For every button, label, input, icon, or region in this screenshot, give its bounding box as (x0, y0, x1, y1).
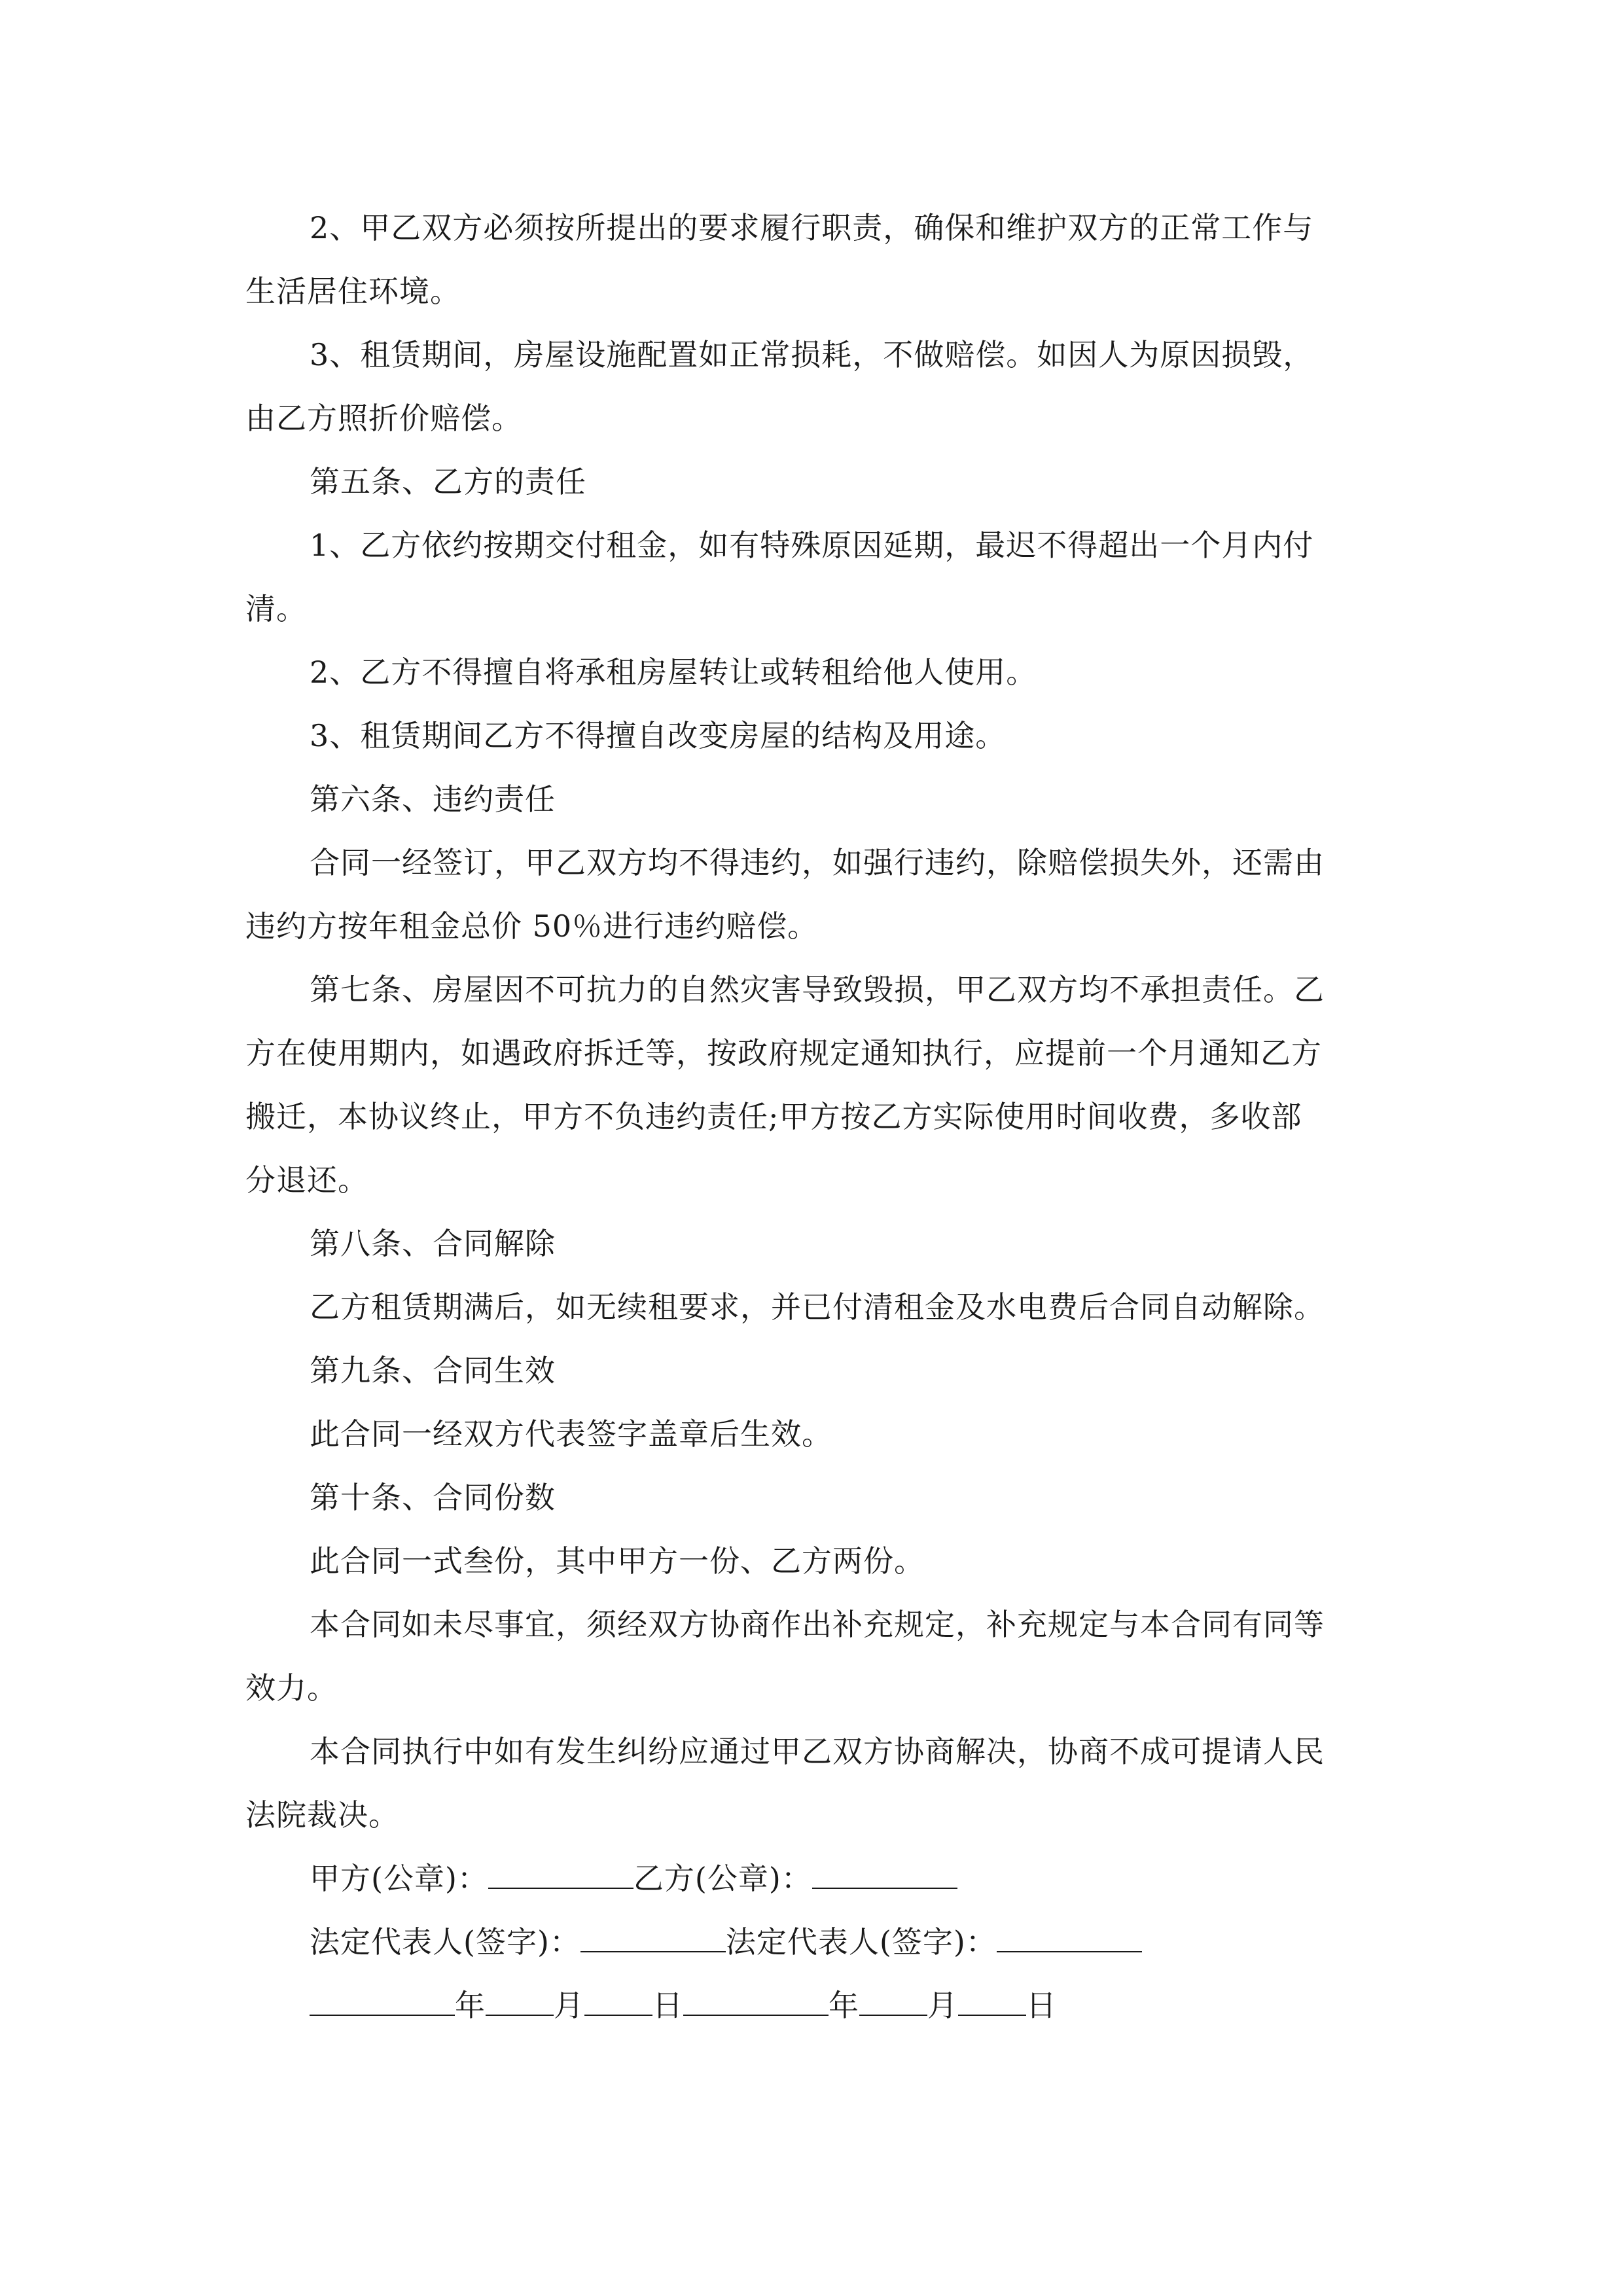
paragraph-line: 本合同执行中如有发生纠纷应通过甲乙双方协商解决，协商不成可提请人民 (310, 1734, 1325, 1769)
paragraph-line: 第九条、合同生效 (310, 1353, 556, 1388)
paragraph-line: 2、甲乙双方必须按所提出的要求履行职责，确保和维护双方的正常工作与 (310, 210, 1314, 245)
paragraph-line: 违约方按年租金总价 50％进行违约赔偿。 (245, 908, 819, 944)
paragraph-line: 2、乙方不得擅自将承租房屋转让或转租给他人使用。 (310, 655, 1037, 690)
party-a-day-blank (584, 1988, 652, 2016)
paragraph-line: 由乙方照折价赔偿。 (245, 401, 522, 436)
party-a-rep-blank (580, 1925, 726, 1952)
paragraph-line: 第七条、房屋因不可抗力的自然灾害导致毁损，甲乙双方均不承担责任。乙 (310, 972, 1325, 1007)
paragraph-line: 此合同一式叁份，其中甲方一份、乙方两份。 (310, 1543, 925, 1579)
party-a-year-label: 年 (455, 1988, 486, 2023)
paragraph-line: 合同一经签订，甲乙双方均不得违约，如强行违约，除赔偿损失外，还需由 (310, 845, 1325, 880)
paragraph-line: 第八条、合同解除 (310, 1226, 556, 1261)
paragraph-line: 乙方租赁期满后，如无续租要求，并已付清租金及水电费后合同自动解除。 (310, 1289, 1325, 1325)
paragraph-line: 生活居住环境。 (245, 274, 461, 309)
party-a-year-blank (310, 1988, 455, 2016)
party-b-rep-label: 法定代表人(签字)： (725, 1924, 997, 1960)
document-page (245, 196, 1397, 2037)
paragraph-line: 第六条、违约责任 (310, 781, 556, 817)
paragraph-line: 搬迁，本协议终止，甲方不负违约责任;甲方按乙方实际使用时间收费，多收部 (245, 1099, 1302, 1134)
paragraph-line: 第五条、乙方的责任 (310, 464, 586, 499)
party-a-month-label: 月 (554, 1988, 584, 2023)
representative-signature-line (245, 1910, 1397, 1974)
company-seal-line (245, 1847, 1397, 1910)
party-b-year-label: 年 (829, 1988, 859, 2023)
party-b-month-blank (859, 1988, 927, 2016)
party-b-rep-blank (997, 1925, 1142, 1952)
party-b-day-label: 日 (1026, 1988, 1057, 2023)
party-b-month-label: 月 (927, 1988, 958, 2023)
paragraph-line: 分退还。 (245, 1162, 368, 1198)
paragraph-line: 第十条、合同份数 (310, 1480, 556, 1515)
party-a-day-label: 日 (652, 1988, 683, 2023)
party-b-day-blank (958, 1988, 1026, 2016)
paragraph-line: 此合同一经双方代表签字盖章后生效。 (310, 1416, 832, 1452)
party-a-seal-blank (488, 1861, 633, 1889)
paragraph-line: 3、租赁期间乙方不得擅自改变房屋的结构及用途。 (310, 718, 1007, 753)
paragraph-line: 1、乙方依约按期交付租金，如有特殊原因延期，最迟不得超出一个月内付 (310, 528, 1314, 563)
party-a-seal-label: 甲方(公章)： (310, 1861, 488, 1896)
paragraph-line: 本合同如未尽事宜，须经双方协商作出补充规定，补充规定与本合同有同等 (310, 1607, 1325, 1642)
party-a-month-blank (486, 1988, 554, 2016)
contract-body (245, 196, 1397, 1847)
party-b-seal-label: 乙方(公章)： (633, 1861, 812, 1896)
party-a-rep-label: 法定代表人(签字)： (310, 1924, 580, 1960)
paragraph-line: 3、租赁期间，房屋设施配置如正常损耗，不做赔偿。如因人为原因损毁， (310, 337, 1314, 372)
party-b-year-blank (683, 1988, 829, 2016)
paragraph-line: 方在使用期内，如遇政府拆迁等，按政府规定通知执行，应提前一个月通知乙方 (245, 1035, 1322, 1071)
paragraph-line: 法院裁决。 (245, 1797, 399, 1833)
party-b-seal-blank (812, 1861, 957, 1889)
paragraph-line: 清。 (245, 591, 307, 626)
date-line (245, 1974, 1397, 2037)
paragraph-line: 效力。 (245, 1670, 338, 1706)
